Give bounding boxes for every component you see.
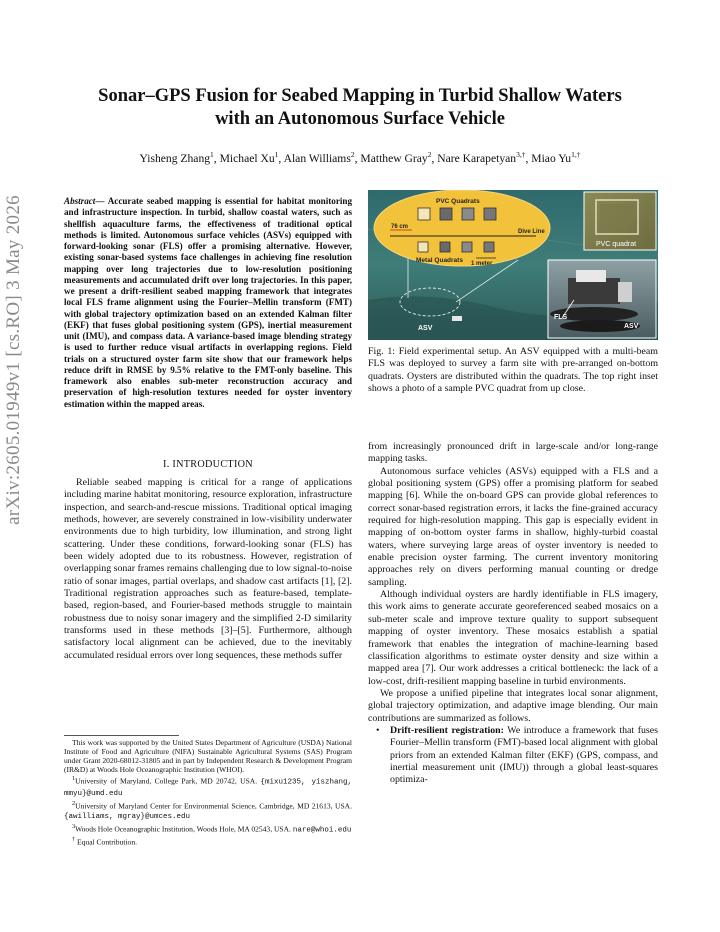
- section-heading: I. INTRODUCTION: [163, 459, 253, 470]
- intro-left-column: [64, 477, 352, 662]
- paragraph: We propose a unified pipeline that integrates local sonar alignment, global trajectory optimization, and adaptive image blending. Our main contributions are summarized as follows.: [368, 687, 658, 724]
- affiliation-mark: 3,†: [516, 150, 526, 159]
- author: Michael Xu: [219, 151, 275, 165]
- title-line-1: Sonar–GPS Fusion for Seabed Mapping in Turbid Shallow Waters: [98, 86, 622, 106]
- affiliation-mark: 1: [210, 150, 214, 159]
- paragraph: Although individual oysters are hardly identifiable in FLS imagery, this work aims to generate accurate georeferenced seabed mosaics on a sub-meter scale and improve texture quality to support subsequent mapping of oyster inventory. These mosaics establish a spatial framework that enables the integration of machine-learning based classification algorithms to estimate oyster density and size within a mapped area [7]. Our work addresses a critical bottleneck: the lack of a low-cost, drift-resilient mapping baseline in turbid environments.: [368, 589, 658, 687]
- affiliation-mark: 1,†: [571, 150, 581, 159]
- bullet-text: We introduce a framework that fuses Fourier–Mellin transform (FMT)-based local alignment with global priors from an extended Kalman filter (EKF) (GPS, compass, and inertial measurement unit (IMU)) through a global least-squares optimiza-: [390, 724, 658, 786]
- footnote-affiliation-2: $^2$University of Maryland Center for Environmental Science, Cambridge, MD 21613, USA. {awilliams, mgray}@umces.edu: [64, 800, 352, 821]
- footnote-divider: [64, 735, 179, 736]
- abstract-text: — Accurate seabed mapping is essential for habitat monitoring and infrastructure inspection. In turbid, shallow coastal waters, such as shellfish aquaculture farms, the effectiveness of traditional optical methods is limited. Autonomous surface vehicles (ASVs) equipped with forward-looking sonar (FLS) offer a promising alternative. However, existing sonar-based systems face challenges in achieving fine resolution mapping over long trajectories due to low-resolution positioning measurements and accumulated drift over long trajectories. In this paper, we present a drift-resilient seabed mapping framework that integrates local FLS frame alignment using the Fourier–Mellin transform (FMT) with global trajectory optimization based on an extended Kalman filter (EKF) that fuses global positioning system (GPS), inertial measurement unit (IMU), and compass data. A variance-based image blending strategy is used to further reduce visual artifacts in overlapping regions. Field trials on a structured oyster farm site show that our framework helps reduce drift in RMSE by 9.5% relative to the FMT-only baseline. This framework also enables sub-meter reconstruction accuracy and preservation of high-resolution textures needed for oyster inventory estimation within the mapped areas.: [64, 196, 352, 409]
- email: {mixu1235, yiszhang, mmyu}@umd.edu: [64, 778, 353, 798]
- affiliation-mark: 2: [350, 150, 355, 159]
- affiliation-mark: 2: [427, 150, 432, 159]
- asv-label-right: ASV: [624, 323, 639, 330]
- fls-label: FLS: [554, 314, 568, 321]
- author: Nare Karapetyan: [437, 151, 517, 165]
- contribution-bullet: [368, 725, 658, 787]
- asv-photo-inset: [548, 260, 656, 338]
- email: nare@whoi.edu: [292, 826, 352, 835]
- dive-line-label: Dive Line: [518, 229, 545, 235]
- paragraph: Reliable seabed mapping is critical for a range of applications including marine habitat monitoring, resource exploration, infrastructure inspection, and search-and-rescue missions. Traditional optical imaging methods, however, are severely constrained in low-visibility underwater environments due to high turbidity, low illumination, and strong light scattering. Under these conditions, forward-looking sonar (FLS) has been widely adopted due to its robustness. However, registration of overlapping sonar frames remains challenging due to low signal-to-noise ratio of sonar images, partial overlaps, and shadow cast artifacts [1], [2]. Traditional registration approaches such as feature-based, template-based, region-based, and Fourier-based methods struggle to maintain robustness due to noisy sonar imagery and the simplified 2-D similarity transforms used in these methods [3]–[5]. Furthermore, although satisfactory local alignment can be achieved, due to the inevitably accumulated residual errors over long sequences, these methods suffer: [64, 477, 352, 661]
- footnote-funding: This work was supported by the United States Department of Agriculture (USDA) National Institute of Food and Agriculture (NIFA) Sustainable Agricultural Systems (SAS) Program under Grant 2020-68012-31805 and in part by Independent Research & Development Program (IR&D) at Woods Hole Oceanographic Institution (WHOI).: [64, 738, 352, 775]
- author: Matthew Gray: [360, 151, 428, 165]
- bullet-icon: •: [376, 724, 380, 736]
- figure-field-setup: [368, 190, 658, 340]
- pvc-quadrats-label: PVC Quadrats: [436, 198, 480, 205]
- author: Yisheng Zhang: [139, 151, 211, 165]
- abstract-label: Abstract: [64, 196, 96, 206]
- title-line-2: with an Autonomous Surface Vehicle: [215, 109, 505, 129]
- arxiv-stamp: arXiv:2605.01949v1 [cs.RO] 3 May 2026: [3, 195, 24, 525]
- one-meter-label: 1 meter: [471, 261, 493, 267]
- paper-title: [60, 85, 660, 131]
- footnote-affiliation-1: $^1$University of Maryland, College Park, MD 20742, USA. {mixu1235, yiszhang, mmyu}@umd.edu: [64, 775, 353, 798]
- 76cm-label: 76 cm: [391, 224, 409, 230]
- author: Alan Williams: [283, 151, 351, 165]
- author-list: Yisheng Zhang$^1$, Michael Xu$^1$, Alan Williams$^2$, Matthew Gray$^2$, Nare Karapetyan$^{3,\dagger}$, Miao $Yu^{1,\dagger}$: [139, 150, 581, 165]
- footnote-equal: † Equal Contribution.: [72, 836, 137, 847]
- paragraph: Autonomous surface vehicles (ASVs) equipped with a FLS and a global positioning system (GPS) offer a promising platform for seabed mapping [6]. While the on-board GPS can provide global references to correct sonar-based registration errors, it lacks the fine-grained accuracy required for high-resolution mapping. This gap is especially evident in mapping of on-bottom oyster farms in shallow, highly-turbid coastal waters, where surveying large areas of oyster inventory is needed to enable precision oyster farming. The current inventory monitoring approaches rely on divers performing manual counting or dredge sampling.: [368, 465, 658, 588]
- email: {awilliams, mgray}@umces.edu: [64, 812, 191, 821]
- footnotes: [64, 738, 352, 847]
- footnote-affiliation-3: $^3$Woods Hole Oceanographic Institution, Woods Hole, MA 02543, USA. nare@whoi.edu: [72, 822, 352, 835]
- author: Miao Yu: [531, 151, 572, 165]
- intro-right-column: [368, 441, 658, 787]
- paragraph: from increasingly pronounced drift in large-scale and/or long-range mapping tasks.: [368, 441, 658, 465]
- pvc-quadrat-label: PVC quadrat: [596, 241, 637, 248]
- abstract: [64, 196, 352, 410]
- bullet-title: Drift-resilient registration:: [390, 724, 504, 736]
- metal-quadrats-label: Metal Quadrats: [416, 257, 463, 264]
- figure-caption: Fig. 1: Field experimental setup. An ASV equipped with a multi-beam FLS was deployed to survey a farm site with pre-arranged on-bottom quadrats. Oysters are distributed within the quadrats. The top right inset shows a photo of a sample PVC quadrat from up close.: [368, 346, 658, 394]
- asv-label-left: ASV: [418, 325, 433, 332]
- affiliation-mark: 1: [274, 150, 279, 159]
